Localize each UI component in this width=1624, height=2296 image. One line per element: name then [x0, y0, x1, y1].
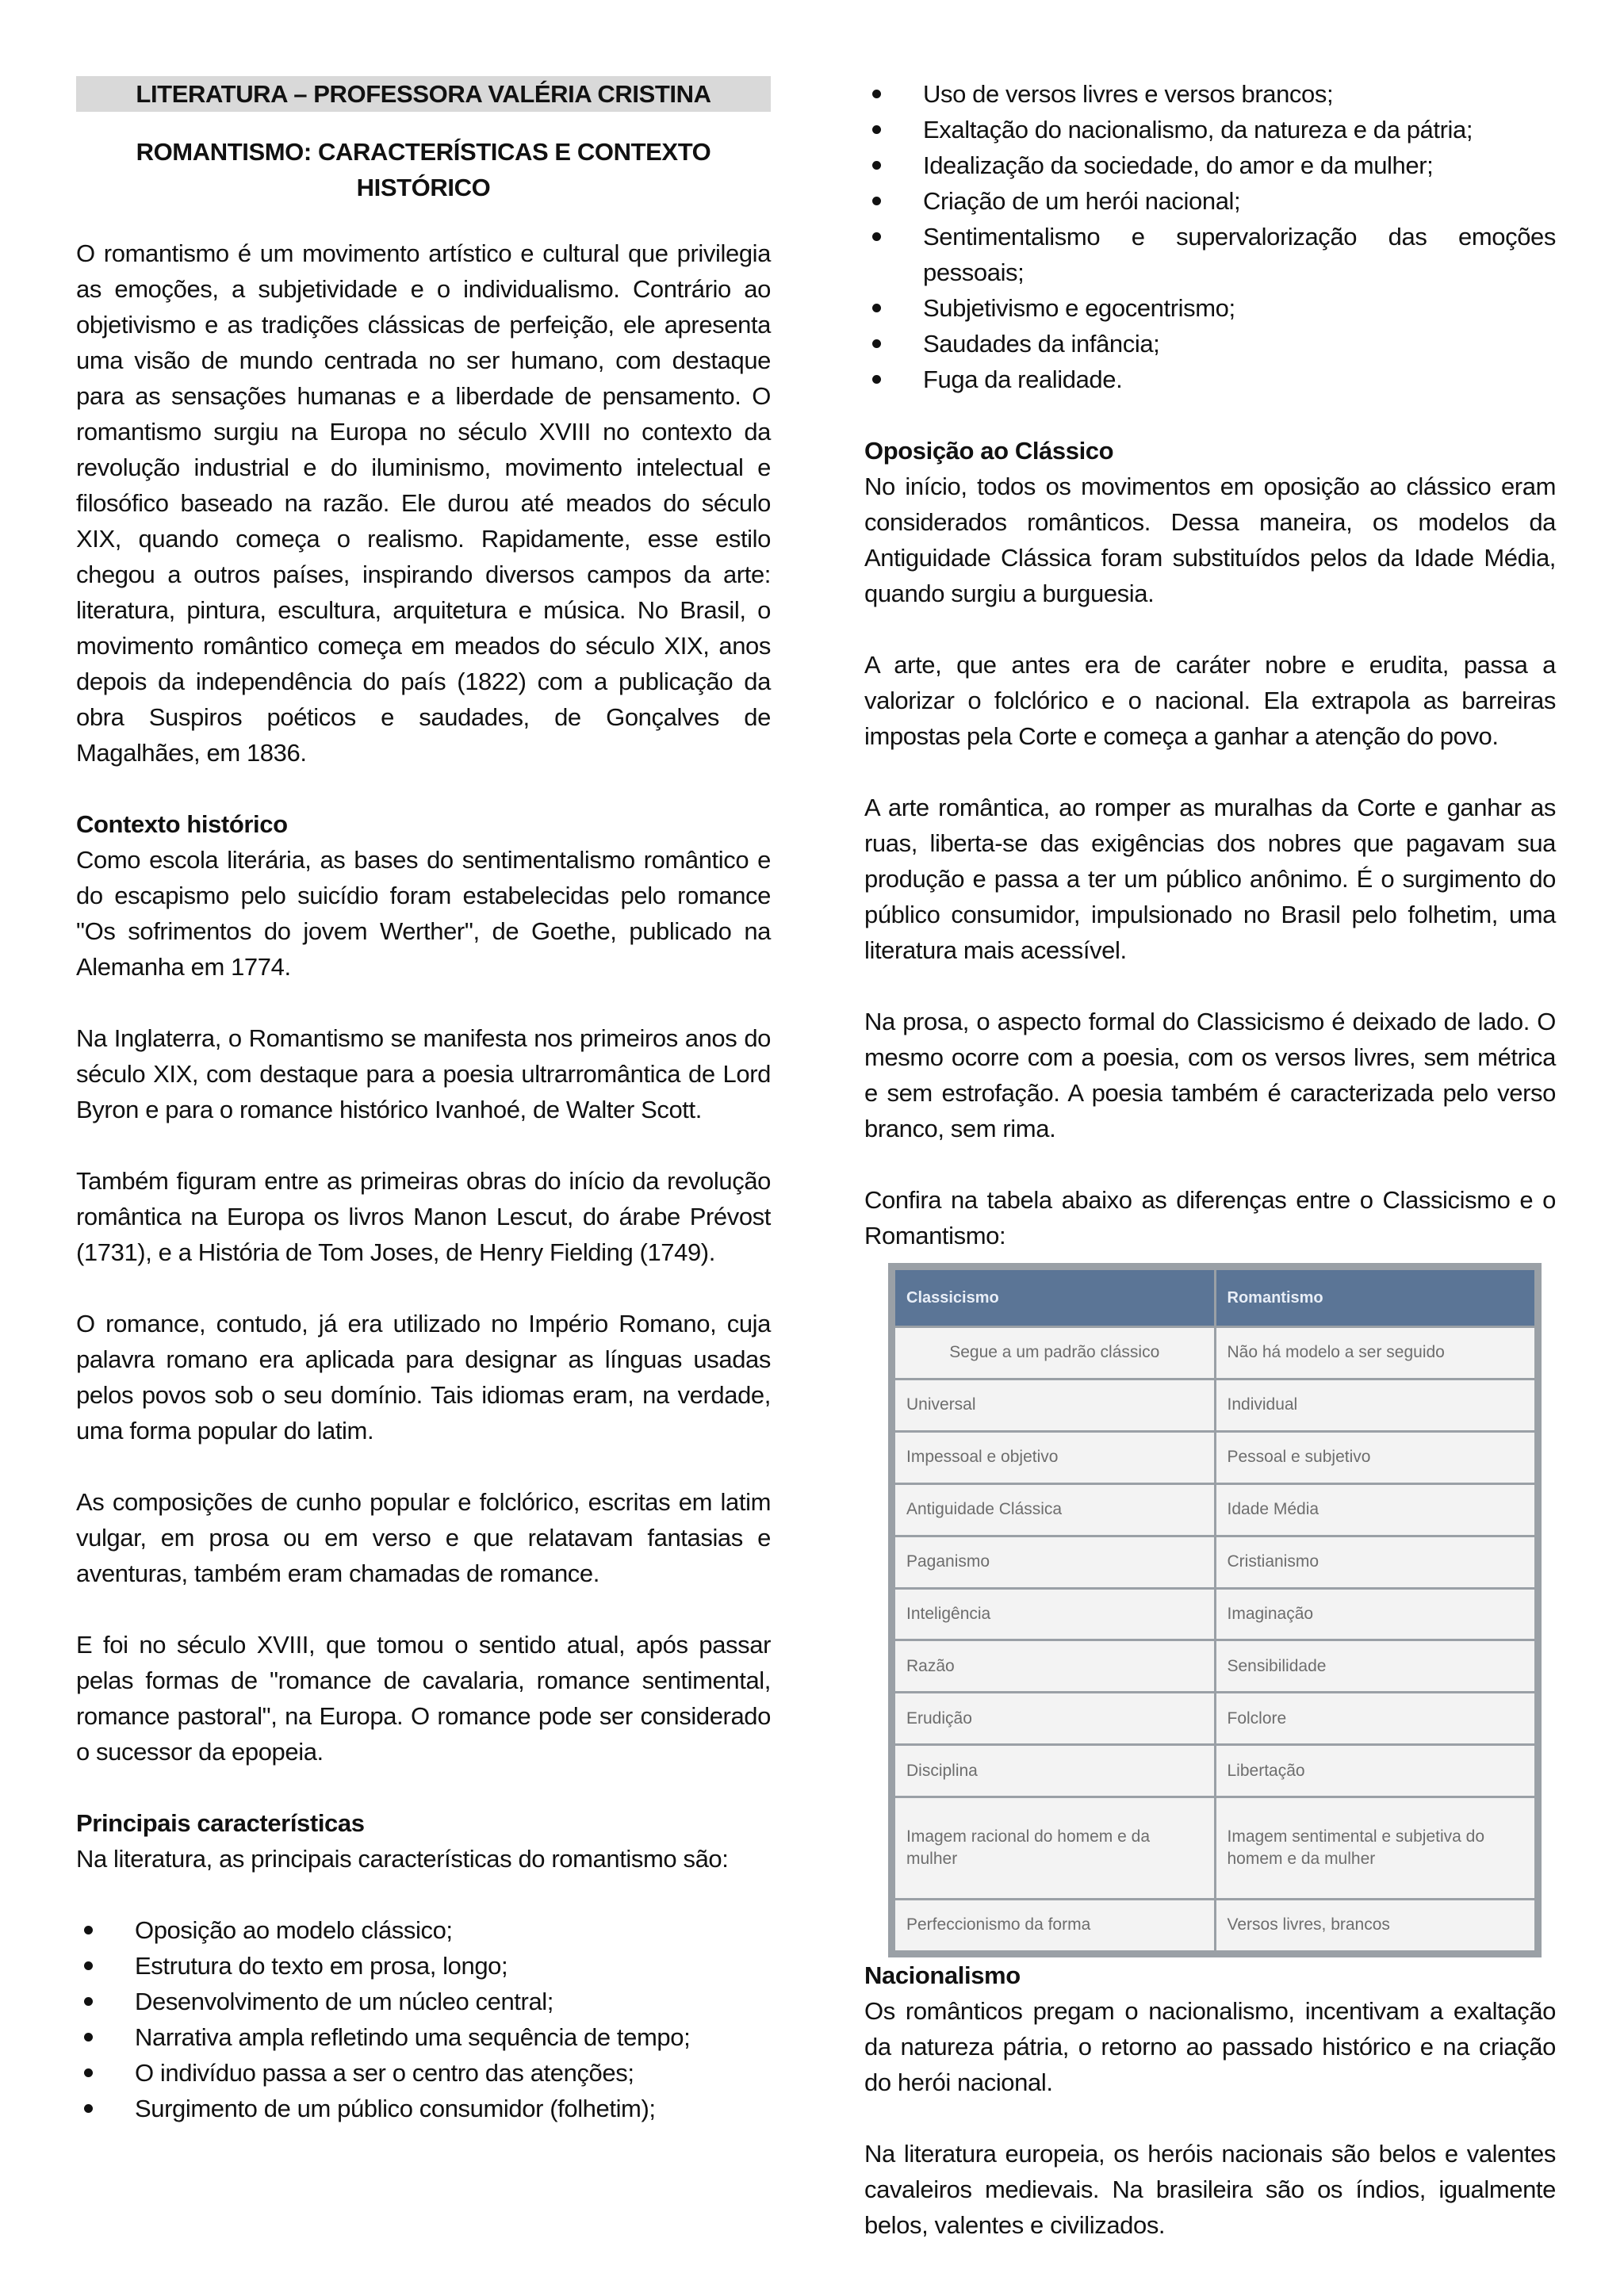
context-paragraph-5: As composições de cunho popular e folclórico, escritas em latim vulgar, em prosa ou em verso e que relatavam fantasias e aventuras, também eram chamadas de romance. [76, 1488, 771, 1587]
table-cell: Perfeccionismo da forma [895, 1900, 1214, 1950]
table-header-classicismo: Classicismo [895, 1270, 1214, 1326]
document-header: LITERATURA – PROFESSORA VALÉRIA CRISTINA [76, 76, 771, 112]
list-item: Exaltação do nacionalismo, da natureza e da pátria; [864, 112, 1556, 147]
comparison-table [888, 1263, 1542, 1957]
page-title: ROMANTISMO: CARACTERÍSTICAS E CONTEXTO HISTÓRICO [136, 138, 711, 201]
list-item: Narrativa ampla refletindo uma sequência de tempo; [76, 2019, 771, 2055]
table-cell: Universal [895, 1380, 1214, 1430]
table-cell: Idade Média [1216, 1485, 1535, 1535]
table-cell: Individual [1216, 1380, 1535, 1430]
table-row [895, 1746, 1534, 1796]
table-row [895, 1590, 1534, 1640]
table-cell: Cristianismo [1216, 1537, 1535, 1587]
list-item: Idealização da sociedade, do amor e da mulher; [864, 147, 1556, 183]
nationalism-heading: Nacionalismo [864, 1961, 1021, 1989]
nationalism-paragraph-2: Na literatura europeia, os heróis nacionais são belos e valentes cavaleiros medievais. Na brasileira são os índios, igualmente belos, valentes e civilizados. [864, 2140, 1556, 2239]
context-heading: Contexto histórico [76, 810, 288, 838]
list-item: Uso de versos livres e versos brancos; [864, 76, 1556, 112]
context-paragraph-2: Na Inglaterra, o Romantismo se manifesta nos primeiros anos do século XIX, com destaque para a poesia ultrarromântica de Lord Byron e para o romance histórico Ivanhoé, de Walter Scott. [76, 1024, 771, 1123]
table-cell: Razão [895, 1641, 1214, 1691]
list-item: Oposição ao modelo clássico; [76, 1912, 771, 1948]
list-item: Estrutura do texto em prosa, longo; [76, 1948, 771, 1984]
table-row [895, 1433, 1534, 1483]
table-cell: Segue a um padrão clássico [895, 1328, 1214, 1378]
opposition-paragraph-3: A arte romântica, ao romper as muralhas da Corte e ganhar as ruas, liberta-se das exigências dos nobres que pagavam sua produção e passa a ter um público anônimo. É o surgimento do público consumidor, impulsionado no Brasil pelo folhetim, uma literatura mais acessível. [864, 794, 1556, 964]
table-cell: Sensibilidade [1216, 1641, 1535, 1691]
table-cell: Disciplina [895, 1746, 1214, 1796]
table-cell: Pessoal e subjetivo [1216, 1433, 1535, 1483]
table-row [895, 1328, 1534, 1378]
table-row [895, 1380, 1534, 1430]
table-cell: Paganismo [895, 1537, 1214, 1587]
opposition-paragraph-4: Na prosa, o aspecto formal do Classicismo é deixado de lado. O mesmo ocorre com a poesia, com os versos livres, sem métrica e sem estrofação. A poesia também é caracterizada pelo verso branco, sem rima. [864, 1008, 1556, 1142]
opposition-paragraph-2: A arte, que antes era de caráter nobre e erudita, passa a valorizar o folclórico e o nacional. Ela extrapola as barreiras impostas pela Corte e começa a ganhar a atenção do povo. [864, 651, 1556, 750]
features-list-left [76, 1912, 771, 2126]
nationalism-paragraph-1: Os românticos pregam o nacionalismo, incentivam a exaltação da natureza pátria, o retorno ao passado histórico e na criação do herói nacional. [864, 1997, 1556, 2096]
opposition-heading: Oposição ao Clássico [864, 437, 1114, 465]
table-row [895, 1798, 1534, 1898]
table-row [895, 1641, 1534, 1691]
context-paragraph-3: Também figuram entre as primeiras obras do início da revolução romântica na Europa os livros Manon Lescut, do árabe Prévost (1731), e a História de Tom Joses, de Henry Fielding (1749). [76, 1167, 771, 1266]
table-intro: Confira na tabela abaixo as diferenças entre o Classicismo e o Romantismo: [864, 1186, 1556, 1249]
table-cell: Imagem racional do homem e da mulher [895, 1798, 1214, 1898]
context-paragraph-1: Como escola literária, as bases do sentimentalismo romântico e do escapismo pelo suicídio foram estabelecidas pelo romance "Os sofrimentos do jovem Werther", de Goethe, publicado na Alemanha em 1774. [76, 846, 771, 981]
opposition-paragraph-1: No início, todos os movimentos em oposição ao clássico eram considerados românticos. Dessa maneira, os modelos da Antiguidade Clássica foram substituídos pelos da Idade Média, quando surgiu a burguesia. [864, 473, 1556, 607]
right-column [864, 76, 1556, 2243]
features-intro: Na literatura, as principais características do romantismo são: [76, 1845, 729, 1873]
features-heading: Principais características [76, 1809, 365, 1837]
list-item: Desenvolvimento de um núcleo central; [76, 1984, 771, 2019]
list-item: Sentimentalismo e supervalorização das emoções pessoais; [864, 219, 1556, 290]
table-header-romantismo: Romantismo [1216, 1270, 1535, 1326]
context-paragraph-6: E foi no século XVIII, que tomou o sentido atual, após passar pelas formas de "romance de cavalaria, romance sentimental, romance pastoral", na Europa. O romance pode ser considerado o sucessor da epopeia. [76, 1631, 771, 1766]
list-item: Criação de um herói nacional; [864, 183, 1556, 219]
table-row [895, 1485, 1534, 1535]
features-list-right [864, 76, 1556, 397]
table-cell: Versos livres, brancos [1216, 1900, 1535, 1950]
table-cell: Imagem sentimental e subjetiva do homem e da mulher [1216, 1798, 1535, 1898]
table-row [895, 1537, 1534, 1587]
table-row [895, 1693, 1534, 1743]
list-item: Fuga da realidade. [864, 362, 1556, 397]
table-row [895, 1900, 1534, 1950]
table-cell: Antiguidade Clássica [895, 1485, 1214, 1535]
context-paragraph-4: O romance, contudo, já era utilizado no Império Romano, cuja palavra romano era aplicada para designar as línguas usadas pelos povos sob o seu domínio. Tais idiomas eram, na verdade, uma forma popular do latim. [76, 1310, 771, 1445]
table-cell: Não há modelo a ser seguido [1216, 1328, 1535, 1378]
table-cell: Impessoal e objetivo [895, 1433, 1214, 1483]
list-item: Subjetivismo e egocentrismo; [864, 290, 1556, 326]
table-cell: Erudição [895, 1693, 1214, 1743]
table-cell: Libertação [1216, 1746, 1535, 1796]
list-item: Saudades da infância; [864, 326, 1556, 362]
list-item: Surgimento de um público consumidor (folhetim); [76, 2091, 771, 2126]
table-cell: Imaginação [1216, 1590, 1535, 1640]
table-cell: Inteligência [895, 1590, 1214, 1640]
intro-paragraph: O romantismo é um movimento artístico e cultural que privilegia as emoções, a subjetividade e o individualismo. Contrário ao objetivismo e as tradições clássicas de perfeição, ele apresenta uma visão de mundo centrada no ser humano, com destaque para as sensações humanas e a liberdade de pensamento. O romantismo surgiu na Europa no século XVIII no contexto da revolução industrial e do iluminismo, movimento intelectual e filosófico baseado na razão. Ele durou até meados do século XIX, quando começa o realismo. Rapidamente, esse estilo chegou a outros países, inspirando diversos campos da arte: literatura, pintura, escultura, arquitetura e música. No Brasil, o movimento romântico começa em meados do século XIX, anos depois da independência do país (1822) com a publicação da obra Suspiros poéticos e saudades, de Gonçalves de Magalhães, em 1836. [76, 239, 771, 767]
left-column [76, 70, 771, 2126]
table-cell: Folclore [1216, 1693, 1535, 1743]
list-item: O indivíduo passa a ser o centro das atenções; [76, 2055, 771, 2091]
